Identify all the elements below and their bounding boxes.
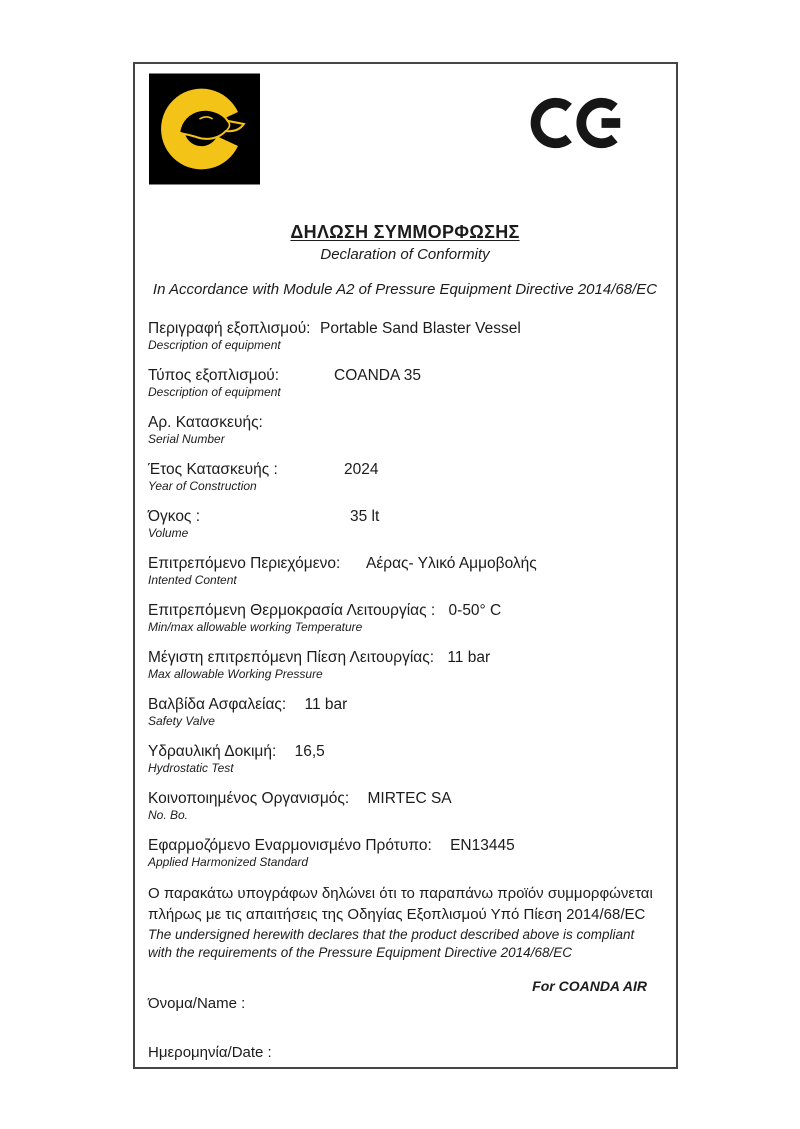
field-sublabel: Hydrostatic Test <box>148 761 234 775</box>
field-value: 11 bar <box>447 649 491 666</box>
document-header <box>148 72 662 188</box>
field-row-harmonized-standard <box>148 836 662 870</box>
field-value: COANDA 35 <box>334 367 422 384</box>
name-label: Όνομα/Name : <box>148 995 246 1012</box>
field-label: Βαλβίδα Ασφαλείας: <box>148 696 287 713</box>
field-sublabel: Year of Construction <box>148 479 257 493</box>
field-line <box>148 789 662 808</box>
field-value: 11 bar <box>304 696 348 713</box>
field-sublabel: Description of equipment <box>148 338 281 352</box>
field-label: Επιτρεπόμενη Θερμοκρασία Λειτουργίας : <box>148 602 436 619</box>
declaration-text-english: The undersigned herewith declares that the product described above is compliant with the requirements of the Pressure Equipment Directive 2014/68/EC <box>148 927 635 960</box>
field-sublabel: Applied Harmonized Standard <box>148 855 309 869</box>
title-block <box>148 222 662 263</box>
field-label: Υδραυλική Δοκιμή: <box>148 743 277 760</box>
document-subtitle: Declaration of Conformity <box>320 246 490 263</box>
field-value: Portable Sand Blaster Vessel <box>320 320 521 337</box>
field-row-safety-valve <box>148 695 662 729</box>
declaration-text-greek: Ο παρακάτω υπογράφων δηλώνει ότι το παραπάνω προϊόν συμμορφώνεται πλήρως με τις απαιτήσεις της Οδηγίας Εξοπλισμού Υπό Πίεση 2014/68/EC <box>148 885 653 923</box>
ce-mark-icon <box>530 96 628 155</box>
field-sublabel: Volume <box>148 526 189 540</box>
fields-list <box>148 319 662 870</box>
field-value: 16,5 <box>294 743 325 760</box>
field-row-intended-content <box>148 554 662 588</box>
field-line <box>148 507 662 526</box>
field-label: Εφαρμοζόμενο Εναρμονισμένο Πρότυπο: <box>148 837 432 854</box>
field-row-working-pressure <box>148 648 662 682</box>
field-label: Τύπος εξοπλισμού: <box>148 367 280 384</box>
field-value: 35 lt <box>350 508 380 525</box>
field-label: Κοινοποιημένος Οργανισμός: <box>148 790 350 807</box>
field-row-description-of-equipment <box>148 319 662 353</box>
field-line <box>148 836 662 855</box>
field-line <box>148 601 662 620</box>
field-label: Επιτρεπόμενο Περιεχόμενο: <box>148 555 341 572</box>
field-value: EN13445 <box>450 837 515 854</box>
field-row-volume <box>148 507 662 541</box>
field-line <box>148 366 662 385</box>
field-sublabel: Serial Number <box>148 432 225 446</box>
field-row-hydrostatic-test <box>148 742 662 776</box>
field-sublabel: No. Bo. <box>148 808 189 822</box>
field-sublabel: Description of equipment <box>148 385 281 399</box>
field-label: Αρ. Κατασκευής: <box>148 414 263 431</box>
field-value: 2024 <box>344 461 379 478</box>
field-sublabel: Safety Valve <box>148 714 215 728</box>
accordance-line: In Accordance with Module A2 of Pressure Equipment Directive 2014/68/EC <box>152 281 658 298</box>
coanda-eagle-logo-icon <box>149 73 260 185</box>
field-row-serial-number <box>148 413 662 447</box>
field-sublabel: Min/max allowable working Temperature <box>148 620 363 634</box>
field-row-year-of-construction <box>148 460 662 494</box>
field-label: Περιγραφή εξοπλισμού: <box>148 320 311 337</box>
field-sublabel: Max allowable Working Pressure <box>148 667 323 681</box>
document-title: ΔΗΛΩΣΗ ΣΥΜΜΟΡΦΩΣΗΣ <box>290 222 520 242</box>
field-line <box>148 460 662 479</box>
field-row-equipment-type <box>148 366 662 400</box>
field-sublabel: Intented Content <box>148 573 237 587</box>
field-line <box>148 319 662 338</box>
declaration-document <box>133 62 678 1069</box>
field-line <box>148 413 662 432</box>
field-value: MIRTEC SA <box>367 790 452 807</box>
date-label: Ημερομηνία/Date : <box>148 1044 272 1061</box>
field-label: Έτος Κατασκευής : <box>148 461 278 478</box>
field-line <box>148 695 662 714</box>
field-row-working-temperature <box>148 601 662 635</box>
field-label: Όγκος : <box>148 508 201 525</box>
field-line <box>148 554 662 573</box>
field-value: 0-50° C <box>448 602 502 619</box>
field-line <box>148 648 662 667</box>
field-label: Μέγιστη επιτρεπόμενη Πίεση Λειτουργίας: <box>148 649 435 666</box>
field-value: Αέρας- Υλικό Αμμοβολής <box>366 555 537 572</box>
field-row-notified-body <box>148 789 662 823</box>
signatory-line: For COANDA AIR <box>532 978 647 994</box>
declaration-statement <box>148 883 662 962</box>
field-line <box>148 742 662 761</box>
